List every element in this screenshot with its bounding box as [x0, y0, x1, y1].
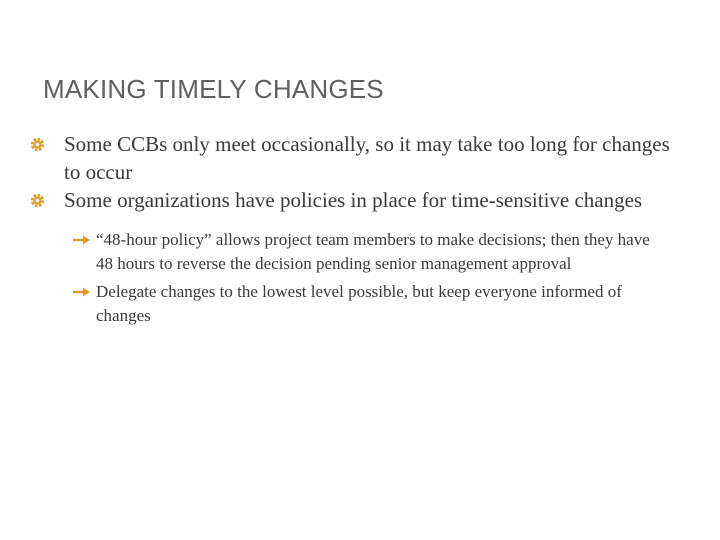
- bullet-item: [30, 186, 670, 214]
- sub-bullet-list: [72, 228, 670, 328]
- sub-bullet-item: [72, 280, 670, 328]
- sub-bullet-text: Delegate changes to the lowest level possible, but keep everyone informed of changes: [96, 282, 622, 325]
- slide-title: MAKING TIMELY CHANGES: [43, 74, 384, 104]
- sub-bullet-item: [72, 228, 670, 276]
- bullet-text: Some CCBs only meet occasionally, so it may take too long for changes to occur: [64, 132, 670, 184]
- sub-bullet-text: “48-hour policy” allows project team members to make decisions; then they have 48 hours to reverse the decision pending senior management approval: [96, 230, 650, 273]
- bullet-text: Some organizations have policies in place for time-sensitive changes: [64, 188, 643, 212]
- bullet-item: [30, 130, 670, 186]
- gear-icon: [30, 137, 45, 152]
- gear-icon: [30, 193, 45, 208]
- slide-body: [30, 130, 670, 332]
- arrow-icon: [72, 286, 92, 298]
- arrow-icon: [72, 234, 92, 246]
